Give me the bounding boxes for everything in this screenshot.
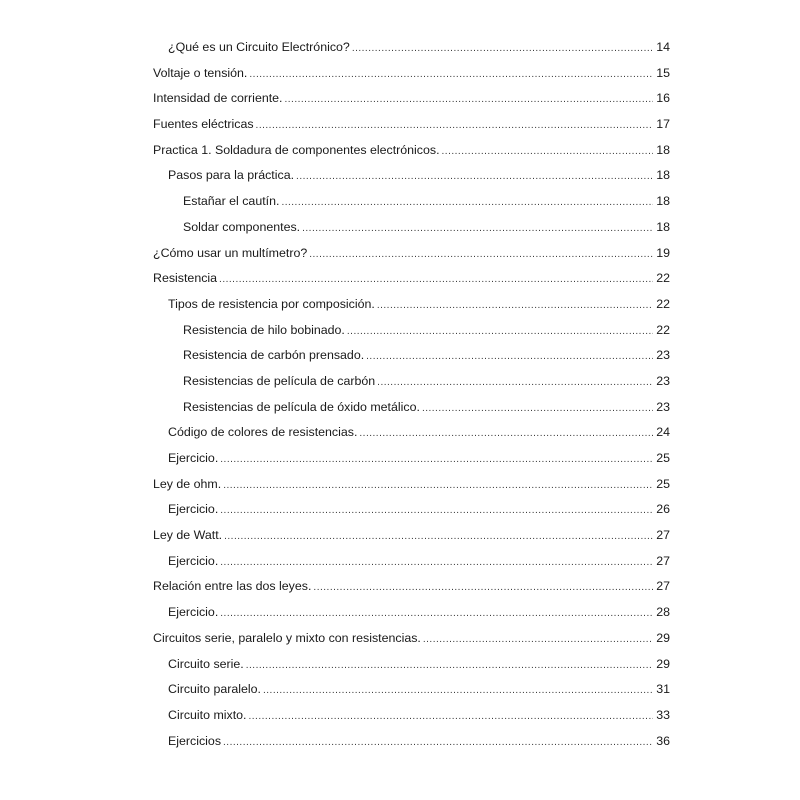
toc-entry-page-number: 27 (656, 553, 670, 568)
table-of-contents (153, 35, 670, 754)
toc-entry-title: Circuito mixto. (168, 707, 247, 722)
toc-entry[interactable] (153, 189, 670, 215)
dot-leader (296, 164, 653, 190)
toc-entry-page-number: 23 (656, 348, 670, 363)
toc-entry-page-number: 15 (656, 65, 670, 80)
toc-entry-title: Intensidad de corriente. (153, 91, 283, 106)
dot-leader (220, 447, 653, 473)
toc-entry[interactable] (153, 523, 670, 549)
toc-entry-page-number: 22 (656, 296, 670, 311)
dot-leader (246, 653, 653, 679)
toc-entry-page-number: 36 (656, 733, 670, 748)
toc-entry-page-number: 29 (656, 656, 670, 671)
toc-entry-title: Voltaje o tensión. (153, 65, 248, 80)
toc-entry-title: Ley de ohm. (153, 476, 222, 491)
toc-entry-page-number: 18 (656, 142, 670, 157)
dot-leader (347, 319, 653, 345)
toc-entry-page-number: 27 (656, 579, 670, 594)
dot-leader (220, 550, 653, 576)
dot-leader (359, 421, 653, 447)
toc-entry-title: ¿Cómo usar un multímetro? (153, 245, 308, 260)
toc-entry-page-number: 19 (656, 245, 670, 260)
toc-entry[interactable] (153, 61, 670, 87)
toc-entry-page-number: 28 (656, 605, 670, 620)
toc-entry-title: Ejercicio. (168, 451, 219, 465)
toc-entry-title: Circuito serie. (168, 656, 244, 671)
toc-entry-page-number: 17 (656, 117, 670, 132)
toc-entry[interactable] (153, 138, 670, 164)
toc-entry[interactable] (153, 600, 670, 626)
toc-entry[interactable] (153, 497, 670, 523)
toc-entry[interactable] (153, 626, 670, 652)
toc-entry-title: Ejercicio. (168, 553, 219, 568)
toc-entry-title: Soldar componentes. (183, 219, 301, 234)
dot-leader (423, 627, 653, 653)
toc-entry-title: Resistencias de película de óxido metálico. (183, 399, 420, 414)
toc-entry-title: Pasos para la práctica. (168, 168, 295, 183)
toc-entry[interactable] (153, 395, 670, 421)
toc-entry-page-number: 26 (656, 502, 670, 517)
dot-leader (220, 498, 653, 524)
dot-leader (249, 62, 653, 88)
toc-entry[interactable] (153, 215, 670, 241)
dot-leader (219, 267, 653, 293)
toc-entry-page-number: 31 (656, 682, 670, 697)
toc-entry-page-number: 24 (656, 425, 670, 440)
dot-leader (352, 36, 653, 62)
dot-leader (309, 242, 653, 268)
toc-entry-title: Resistencia de hilo bobinado. (183, 322, 345, 337)
toc-entry-title: Fuentes eléctricas (153, 117, 254, 132)
dot-leader (366, 344, 653, 370)
toc-entry-title: Ley de Watt. (153, 528, 223, 543)
toc-entry-title: Código de colores de resistencias. (168, 425, 358, 440)
toc-entry-page-number: 22 (656, 322, 670, 337)
toc-entry[interactable] (153, 292, 670, 318)
toc-entry[interactable] (153, 652, 670, 678)
toc-entry-page-number: 18 (656, 194, 670, 209)
toc-entry-title: Circuito paralelo. (168, 682, 261, 697)
toc-entry-title: Tipos de resistencia por composición. (168, 296, 375, 311)
toc-entry[interactable] (153, 86, 670, 112)
toc-entry[interactable] (153, 729, 670, 755)
toc-entry-page-number: 23 (656, 373, 670, 388)
dot-leader (281, 190, 653, 216)
dot-leader (256, 113, 653, 139)
dot-leader (422, 396, 653, 422)
toc-entry[interactable] (153, 241, 670, 267)
toc-entry[interactable] (153, 343, 670, 369)
toc-entry[interactable] (153, 163, 670, 189)
dot-leader (377, 293, 653, 319)
toc-entry-title: Ejercicio. (168, 502, 219, 517)
toc-entry[interactable] (153, 703, 670, 729)
toc-entry-title: Resistencia de carbón prensado. (183, 348, 365, 363)
dot-leader (223, 730, 653, 756)
toc-entry-title: Practica 1. Soldadura de componentes electrónicos. (153, 142, 440, 157)
toc-entry[interactable] (153, 446, 670, 472)
toc-entry[interactable] (153, 549, 670, 575)
dot-leader (313, 575, 653, 601)
dot-leader (224, 524, 653, 550)
toc-entry[interactable] (153, 266, 670, 292)
toc-entry-title: Resistencias de película de carbón (183, 373, 376, 388)
dot-leader (220, 601, 653, 627)
toc-entry-page-number: 25 (656, 476, 670, 491)
toc-entry[interactable] (153, 574, 670, 600)
toc-entry-title: Ejercicio. (168, 605, 219, 620)
toc-entry-page-number: 25 (656, 451, 670, 465)
toc-entry-page-number: 16 (656, 91, 670, 106)
dot-leader (223, 473, 653, 499)
dot-leader (302, 216, 653, 242)
toc-entry-page-number: 33 (656, 707, 670, 722)
toc-entry-title: Circuitos serie, paralelo y mixto con resistencias. (153, 630, 421, 645)
toc-entry[interactable] (153, 420, 670, 446)
dot-leader (263, 678, 653, 704)
dot-leader (249, 704, 654, 730)
toc-entry-page-number: 29 (656, 630, 670, 645)
toc-entry-title: Relación entre las dos leyes. (153, 579, 312, 594)
toc-entry-page-number: 18 (656, 168, 670, 183)
toc-entry-title: Ejercicios (168, 733, 222, 748)
toc-entry[interactable] (153, 369, 670, 395)
toc-entry[interactable] (153, 318, 670, 344)
toc-entry[interactable] (153, 472, 670, 498)
toc-entry-page-number: 22 (656, 271, 670, 286)
toc-entry[interactable] (153, 677, 670, 703)
dot-leader (377, 370, 653, 396)
toc-entry-page-number: 27 (656, 528, 670, 543)
dot-leader (285, 87, 654, 113)
toc-entry-page-number: 23 (656, 399, 670, 414)
toc-entry-title: ¿Qué es un Circuito Electrónico? (168, 40, 350, 54)
toc-entry-title: Estañar el cautín. (183, 194, 280, 209)
toc-entry-page-number: 14 (656, 40, 670, 54)
toc-entry-title: Resistencia (153, 271, 218, 286)
toc-entry[interactable] (153, 35, 670, 61)
toc-entry-page-number: 18 (656, 219, 670, 234)
toc-entry[interactable] (153, 112, 670, 138)
dot-leader (442, 139, 653, 165)
